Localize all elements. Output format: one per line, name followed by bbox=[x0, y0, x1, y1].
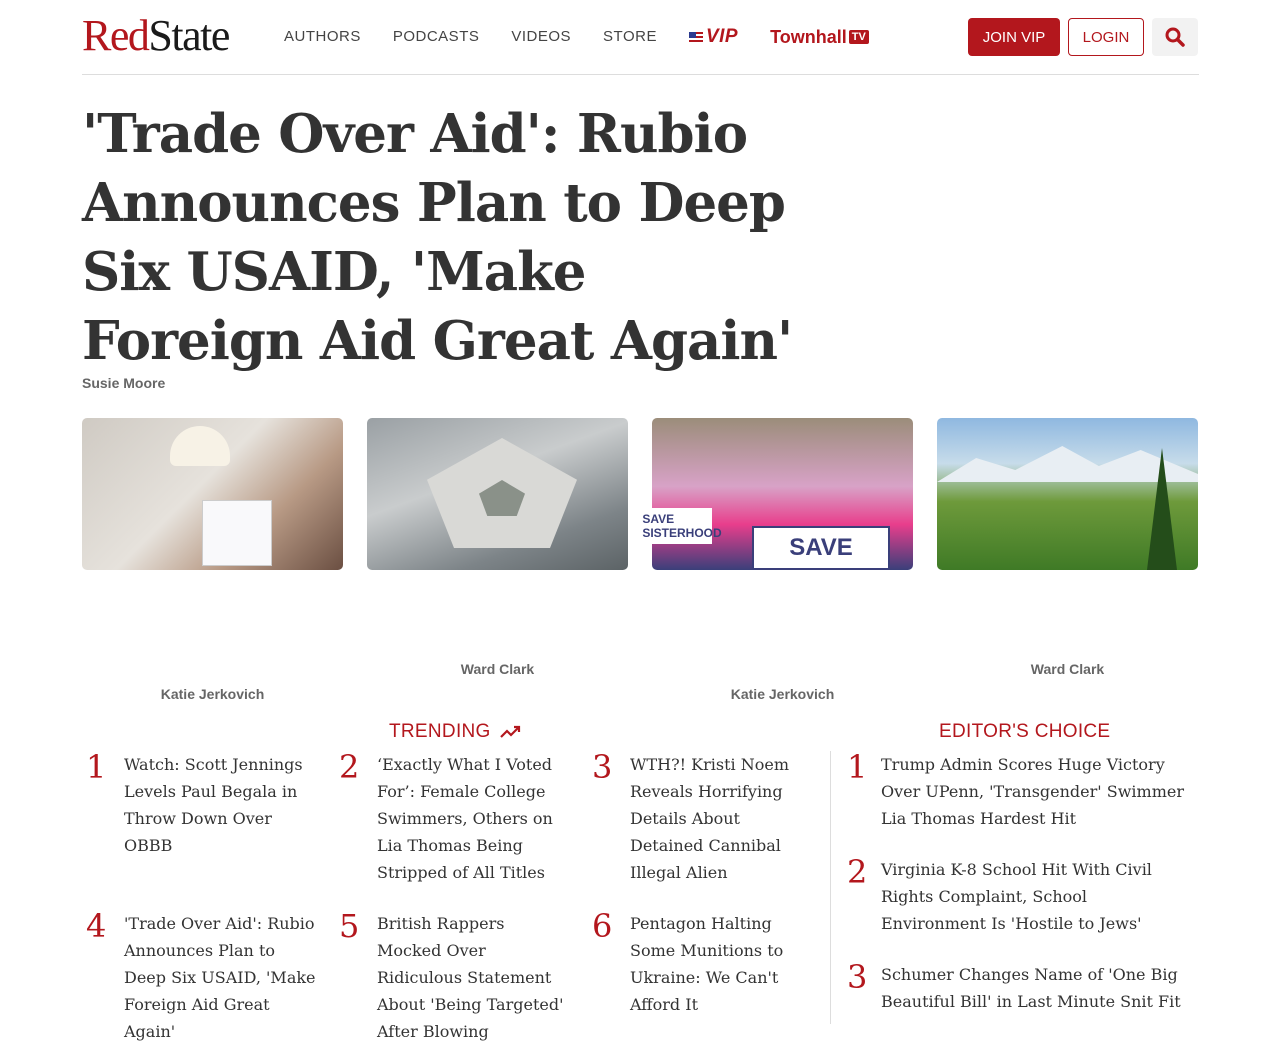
editors-choice-heading: EDITOR'S CHOICE bbox=[939, 721, 1111, 742]
site-logo[interactable] bbox=[82, 12, 229, 60]
trending-up-icon bbox=[500, 725, 522, 739]
trending-number: 4 bbox=[86, 907, 107, 945]
townhall-label: Townhall bbox=[770, 26, 847, 47]
search-button[interactable] bbox=[1152, 18, 1198, 56]
editors-item-1[interactable] bbox=[847, 748, 1197, 846]
cap-shape bbox=[170, 426, 230, 466]
vip-label: VIP bbox=[705, 26, 739, 47]
editors-number: 3 bbox=[847, 958, 868, 996]
trending-number: 3 bbox=[592, 748, 613, 786]
editors-number: 1 bbox=[847, 748, 868, 786]
flyer-shape bbox=[202, 500, 272, 566]
nav-store[interactable]: STORE bbox=[603, 28, 657, 45]
editors-link[interactable]: Trump Admin Scores Huge Victory Over UPenn, 'Transgender' Swimmer Lia Thomas Hardest Hit bbox=[881, 755, 1185, 828]
login-button[interactable]: LOGIN bbox=[1068, 18, 1144, 56]
trending-item-3[interactable] bbox=[592, 748, 822, 882]
column-divider bbox=[830, 751, 831, 1024]
small-sign: SAVE SISTERHOOD bbox=[652, 508, 712, 544]
trending-heading bbox=[389, 721, 522, 743]
trending-number: 5 bbox=[339, 907, 360, 945]
trending-link[interactable]: WTH?! Kristi Noem Reveals Horrifying Details About Detained Cannibal Illegal Alien bbox=[630, 755, 789, 882]
site-header bbox=[82, 0, 1199, 75]
article-author[interactable]: Susie Moore bbox=[82, 375, 166, 391]
related-author-1[interactable]: Katie Jerkovich bbox=[160, 686, 265, 702]
trending-item-1[interactable] bbox=[86, 748, 316, 861]
nav-videos[interactable]: VIDEOS bbox=[511, 28, 572, 45]
related-author-3[interactable]: Katie Jerkovich bbox=[730, 686, 835, 702]
related-image-4[interactable] bbox=[937, 418, 1198, 570]
article-title: 'Trade Over Aid': Rubio Announces Plan to Deep Six USAID, 'Make Foreign Aid Great Again' bbox=[82, 103, 793, 372]
trending-item-6[interactable] bbox=[592, 907, 822, 1020]
townhall-tv-badge: TV bbox=[849, 30, 869, 44]
nav-vip[interactable] bbox=[689, 26, 738, 48]
nav-authors[interactable]: AUTHORS bbox=[284, 28, 361, 45]
nav-townhall-tv[interactable] bbox=[770, 27, 869, 48]
logo-dark-part: State bbox=[148, 11, 229, 60]
editors-link[interactable]: Schumer Changes Name of 'One Big Beautiful Bill' in Last Minute Snit Fit bbox=[881, 965, 1181, 1011]
trending-number: 2 bbox=[339, 748, 360, 786]
trending-item-5[interactable] bbox=[339, 907, 569, 1041]
trending-link[interactable]: 'Trade Over Aid': Rubio Announces Plan to Deep Six USAID, 'Make Foreign Aid Great Again' bbox=[124, 914, 316, 1041]
nav-podcasts[interactable]: PODCASTS bbox=[392, 28, 480, 45]
trending-link[interactable]: Watch: Scott Jennings Levels Paul Begala in Throw Down Over OBBB bbox=[124, 755, 303, 855]
trending-title: TRENDING bbox=[389, 721, 491, 742]
related-author-4[interactable]: Ward Clark bbox=[1030, 661, 1105, 677]
trending-link[interactable]: Pentagon Halting Some Munitions to Ukraine: We Can't Afford It bbox=[630, 914, 784, 1014]
search-icon bbox=[1165, 27, 1185, 47]
editors-item-3[interactable] bbox=[847, 958, 1197, 1024]
trending-item-4[interactable] bbox=[86, 907, 316, 1041]
editors-number: 2 bbox=[847, 853, 868, 891]
related-author-2[interactable]: Ward Clark bbox=[460, 661, 535, 677]
editors-link[interactable]: Virginia K-8 School Hit With Civil Rights Complaint, School Environment Is 'Hostile to Jews' bbox=[881, 860, 1152, 933]
save-sign: SAVE bbox=[752, 526, 890, 570]
editors-item-2[interactable] bbox=[847, 853, 1197, 951]
logo-red-part: Red bbox=[82, 11, 149, 60]
trending-item-2[interactable] bbox=[339, 748, 569, 891]
trending-link[interactable]: ‘Exactly What I Voted For’: Female College Swimmers, Others on Lia Thomas Being Stripped of All Titles bbox=[377, 755, 553, 882]
us-flag-icon bbox=[689, 32, 703, 43]
related-image-3[interactable] bbox=[642, 418, 913, 570]
main-nav bbox=[284, 26, 869, 48]
join-vip-button[interactable]: JOIN VIP bbox=[968, 18, 1060, 56]
trending-number: 6 bbox=[592, 907, 613, 945]
trending-link[interactable]: British Rappers Mocked Over Ridiculous Statement About 'Being Targeted' After Blowing bbox=[377, 914, 564, 1041]
related-image-2[interactable] bbox=[367, 418, 628, 570]
related-image-1[interactable] bbox=[82, 418, 343, 570]
trending-number: 1 bbox=[86, 748, 107, 786]
